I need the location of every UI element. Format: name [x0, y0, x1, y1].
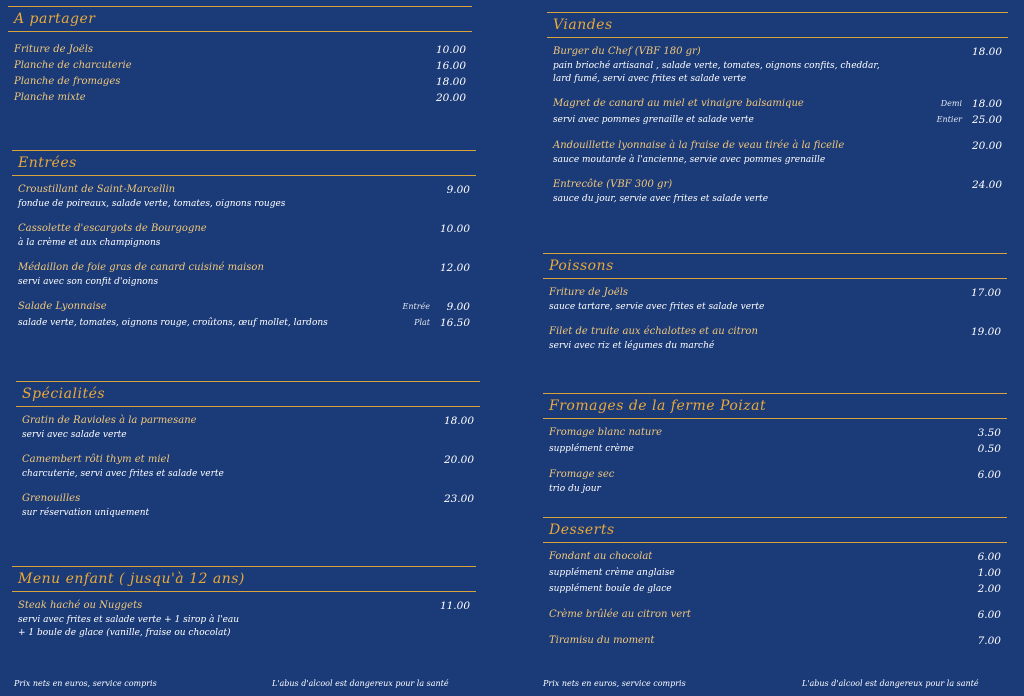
menu-item — [22, 491, 474, 520]
item-description: servi avec riz et légumes du marché — [549, 341, 715, 351]
item-name: Friture de Joëls — [549, 287, 629, 298]
item-supplement: supplément boule de glace — [549, 584, 672, 594]
section-title: A partager — [8, 6, 472, 32]
item-description: sur réservation uniquement — [22, 508, 150, 518]
item-name: Tiramisu du moment — [549, 635, 655, 646]
item-supplement: supplément crème — [549, 444, 634, 454]
menu-item — [18, 299, 470, 331]
item-name: Cassolette d'escargots de Bourgogne — [18, 223, 207, 234]
section-menu-enfant — [12, 566, 476, 650]
supplement-price: 2.00 — [977, 583, 1001, 595]
menu-item — [14, 42, 466, 58]
item-description: lard fumé, servi avec frites et salade verte — [553, 74, 747, 84]
footer-alcohol-note: L'abus d'alcool est dangereux pour la santé — [802, 679, 979, 688]
section-viandes — [547, 12, 1008, 216]
item-description: servi avec son confit d'oignons — [18, 277, 159, 287]
item-name: Camembert rôti thym et miel — [22, 454, 170, 465]
item-price: 10.00 — [435, 44, 466, 56]
section-title: Viandes — [547, 12, 1008, 38]
footer-alcohol-note: L'abus d'alcool est dangereux pour la santé — [272, 679, 449, 688]
item-price: 18.00 — [435, 76, 466, 88]
item-price: 18.00 — [971, 46, 1002, 58]
item-description: servi avec salade verte — [22, 430, 127, 440]
item-price: 20.00 — [971, 140, 1002, 152]
menu-item — [549, 324, 1001, 353]
section-title: Menu enfant ( jusqu'à 12 ans) — [12, 566, 476, 592]
item-description: trio du jour — [549, 484, 601, 494]
item-name: Andouillette lyonnaise à la fraise de veau tirée à la ficelle — [553, 140, 845, 151]
item-name: Planche de fromages — [14, 76, 121, 87]
item-name: Gratin de Ravioles à la parmesane — [22, 415, 197, 426]
item-description: salade verte, tomates, oignons rouge, croûtons, œuf mollet, lardons — [18, 318, 328, 328]
item-price: 25.00 — [971, 114, 1002, 126]
item-name: Entrecôte (VBF 300 gr) — [553, 179, 673, 190]
item-price: 20.00 — [443, 454, 474, 466]
item-price: 16.50 — [439, 317, 470, 329]
menu-item — [549, 425, 1001, 457]
section-a-partager — [8, 6, 472, 106]
item-description: pain brioché artisanal , salade verte, tomates, oignons confits, cheddar, — [553, 61, 880, 71]
menu-item — [549, 285, 1001, 314]
item-name: Croustillant de Saint-Marcellin — [18, 184, 176, 195]
supplement-price: 0.50 — [977, 443, 1001, 455]
menu-item — [14, 74, 466, 90]
portion-label: Entrée — [402, 302, 430, 311]
menu-item — [22, 413, 474, 442]
item-price: 18.00 — [443, 415, 474, 427]
menu-item — [553, 96, 1002, 128]
item-name: Salade Lyonnaise — [18, 301, 107, 312]
item-price: 10.00 — [439, 223, 470, 235]
item-name: Grenouilles — [22, 493, 81, 504]
supplement-price: 1.00 — [977, 567, 1001, 579]
item-price: 24.00 — [971, 179, 1002, 191]
section-title: Poissons — [543, 253, 1007, 279]
section-title: Desserts — [543, 517, 1007, 543]
item-description: à la crème et aux champignons — [18, 238, 161, 248]
section-desserts — [543, 517, 1007, 659]
menu-item — [553, 177, 1002, 206]
item-description: sauce tartare, servie avec frites et salade verte — [549, 302, 765, 312]
menu-item — [18, 598, 470, 640]
item-price: 3.50 — [977, 427, 1001, 439]
item-description: fondue de poireaux, salade verte, tomates, oignons rouges — [18, 199, 286, 209]
menu-item — [549, 467, 1001, 496]
menu-item — [14, 90, 466, 106]
item-price: 11.00 — [439, 600, 470, 612]
item-name: Magret de canard au miel et vinaigre balsamique — [553, 98, 804, 109]
menu-item — [18, 260, 470, 289]
menu-item — [22, 452, 474, 481]
item-name: Steak haché ou Nuggets — [18, 600, 143, 611]
item-price: 9.00 — [446, 184, 470, 196]
menu-item — [18, 182, 470, 211]
menu-item — [549, 633, 1001, 649]
item-name: Burger du Chef (VBF 180 gr) — [553, 46, 701, 57]
item-description: + 1 boule de glace (vanille, fraise ou chocolat) — [18, 628, 231, 638]
item-price: 23.00 — [443, 493, 474, 505]
section-specialites — [16, 381, 480, 530]
item-name: Crème brûlée au citron vert — [549, 609, 691, 620]
menu-item — [18, 221, 470, 250]
section-poissons — [543, 253, 1007, 363]
item-price: 9.00 — [446, 301, 470, 313]
item-name: Fromage sec — [549, 469, 615, 480]
item-price: 7.00 — [977, 635, 1001, 647]
portion-label: Demi — [940, 99, 962, 108]
item-description: servi avec pommes grenaille et salade verte — [553, 115, 754, 125]
portion-label: Entier — [936, 115, 962, 124]
menu-item — [553, 44, 1002, 86]
item-price: 18.00 — [971, 98, 1002, 110]
menu-item — [549, 549, 1001, 597]
item-name: Fondant au chocolat — [549, 551, 653, 562]
item-name: Planche de charcuterie — [14, 60, 132, 71]
item-price: 6.00 — [977, 609, 1001, 621]
item-price: 17.00 — [970, 287, 1001, 299]
item-name: Médaillon de foie gras de canard cuisiné maison — [18, 262, 264, 273]
item-price: 20.00 — [435, 92, 466, 104]
footer-price-note: Prix nets en euros, service compris — [14, 679, 157, 688]
section-title: Spécialités — [16, 381, 480, 407]
item-name: Friture de Joëls — [14, 44, 94, 55]
portion-label: Plat — [414, 318, 430, 327]
item-description: charcuterie, servi avec frites et salade verte — [22, 469, 224, 479]
section-entrees — [12, 150, 476, 341]
item-price: 12.00 — [439, 262, 470, 274]
menu-item — [14, 58, 466, 74]
item-description: servi avec frites et salade verte + 1 sirop à l'eau — [18, 615, 240, 625]
item-description: sauce du jour, servie avec frites et salade verte — [553, 194, 769, 204]
section-title: Entrées — [12, 150, 476, 176]
section-title: Fromages de la ferme Poizat — [543, 393, 1007, 419]
section-fromages — [543, 393, 1007, 506]
footer-price-note: Prix nets en euros, service compris — [543, 679, 686, 688]
item-name: Fromage blanc nature — [549, 427, 663, 438]
item-price: 6.00 — [977, 469, 1001, 481]
item-name: Planche mixte — [14, 92, 86, 103]
item-name: Filet de truite aux échalottes et au citron — [549, 326, 758, 337]
item-price: 6.00 — [977, 551, 1001, 563]
item-supplement: supplément crème anglaise — [549, 568, 675, 578]
item-price: 16.00 — [435, 60, 466, 72]
item-description: sauce moutarde à l'ancienne, servie avec pommes grenaille — [553, 155, 826, 165]
menu-item — [553, 138, 1002, 167]
menu-item — [549, 607, 1001, 623]
item-price: 19.00 — [970, 326, 1001, 338]
